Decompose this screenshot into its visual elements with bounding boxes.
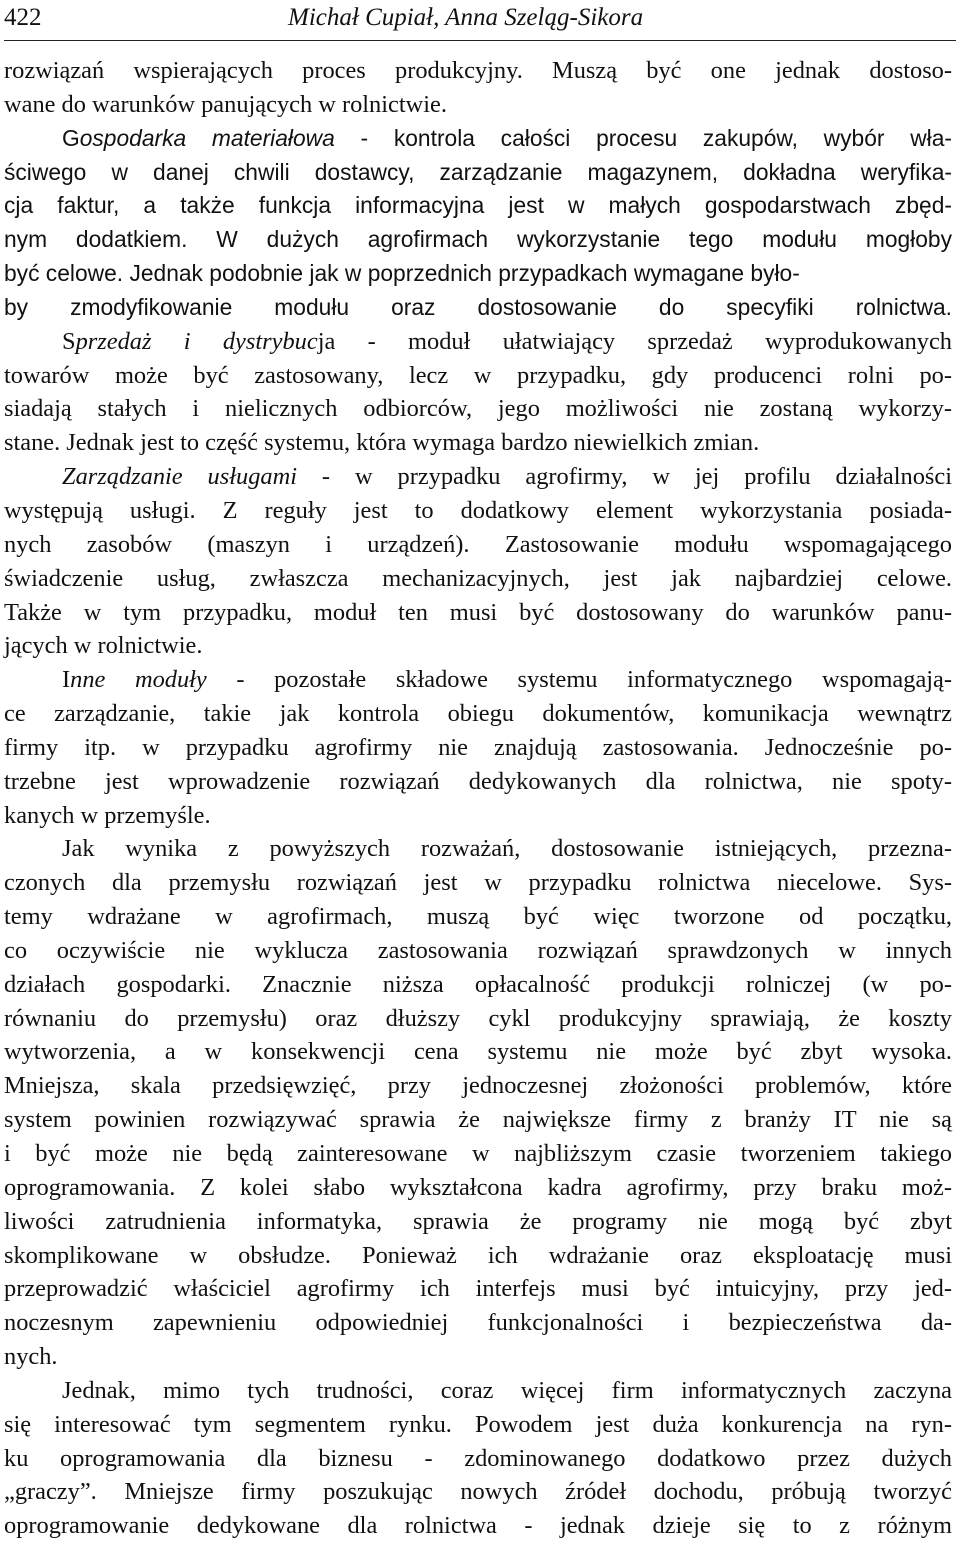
text-line: [4, 1171, 952, 1205]
running-header: [4, 0, 956, 41]
text-segment: cja faktur, a także funkcja informacyjna jest w małych gospodarstwach zbęd-: [4, 192, 952, 219]
text-line: [4, 156, 952, 190]
text-line: [4, 1306, 952, 1340]
text-line: [4, 1069, 952, 1103]
text-line: [4, 799, 952, 833]
text-segment: przeprowadzić właściciel agrofirmy ich interfejs musi być intuicyjny, przy jed-: [4, 1275, 952, 1303]
text-line: [4, 257, 952, 291]
text-segment: system powinien rozwiązywać sprawia że największe firmy z branży IT nie są: [4, 1106, 952, 1134]
text-line: [4, 1002, 952, 1036]
text-line: [4, 223, 952, 257]
text-line: [4, 1340, 952, 1374]
text-line: [4, 325, 952, 359]
text-line: [4, 291, 952, 325]
text-line: [4, 1137, 952, 1171]
text-segment: ku oprogramowania dla biznesu - zdominowanego dodatkowo przez dużych: [4, 1444, 952, 1472]
text-segment: wytworzenia, a w konsekwencji cena systemu nie może być zbyt wysoka.: [4, 1038, 952, 1066]
text-line: [4, 866, 952, 900]
text-segment: skomplikowane w obsłudze. Ponieważ ich wdrażanie oraz eksploatację musi: [4, 1241, 952, 1269]
text-segment: - kontrola całości procesu zakupów, wybór wła-: [334, 124, 952, 151]
text-segment: towarów może być zastosowany, lecz w przypadku, gdy producenci rolni po-: [4, 361, 952, 389]
text-segment: nych zasobów (maszyn i urządzeń). Zastosowanie modułu wspomagającego: [4, 530, 952, 558]
text-line: [4, 528, 952, 562]
text-segment: by zmodyfikowanie modułu oraz dostosowanie do specyfiki rolnictwa.: [4, 293, 952, 320]
text-line: [4, 629, 952, 663]
text-segment: czonych dla przemysłu rozwiązań jest w przypadku rolnictwa niecelowe. Sys-: [4, 869, 952, 897]
text-segment: co oczywiście nie wyklucza zastosowania rozwiązań sprawdzonych w innych: [4, 936, 952, 964]
text-line: [4, 1103, 952, 1137]
authors-dash: -: [569, 4, 578, 31]
text-segment: firmy itp. w przypadku agrofirmy nie znajdują zastosowania. Jednocześnie po-: [4, 733, 952, 761]
text-line: [4, 731, 952, 765]
text-segment: nych.: [4, 1343, 58, 1371]
text-line: [4, 765, 952, 799]
text-segment: Jednak, mimo tych trudności, coraz więcej firm informatycznych zaczyna: [62, 1376, 952, 1404]
page-number: 422: [4, 4, 42, 31]
text-segment: oprogramowania. Z kolei słabo wykształcona kadra agrofirmy, przy braku moż-: [4, 1173, 952, 1201]
text-line: [4, 1475, 952, 1509]
text-segment: być celowe. Jednak podobnie jak w poprzednich przypadkach wymagane było-: [4, 260, 800, 287]
text-line: [4, 460, 952, 494]
text-line: [4, 359, 952, 393]
italic-term: przedaż i dystrybuc: [75, 327, 318, 355]
text-line: [4, 1205, 952, 1239]
text-segment: działach gospodarki. Znacznie niższa opłacalność produkcji rolniczej (w po-: [4, 970, 952, 998]
text-line: [4, 697, 952, 731]
text-segment: jących w rolnictwie.: [4, 632, 203, 660]
text-segment: - pozostałe składowe systemu informatycznego wspomagają-: [206, 666, 953, 694]
text-line: [4, 663, 952, 697]
text-segment: nym dodatkiem. W dużych agrofirmach wykorzystanie tego modułu mogłoby: [4, 226, 952, 253]
text-line: [4, 426, 952, 460]
text-segment: „graczy”. Mniejsze firmy poszukując nowych źródeł dochodu, próbują tworzyć: [4, 1478, 952, 1506]
text-line: [4, 54, 952, 88]
text-segment: trzebne jest wprowadzenie rozwiązań dedykowanych dla rolnictwa, nie spoty-: [4, 767, 952, 795]
text-segment: - w przypadku agrofirmy, w jej profilu działalności: [297, 463, 952, 491]
text-segment: równaniu do przemysłu) oraz dłuższy cykl produkcyjny sprawiają, że koszty: [4, 1004, 952, 1032]
text-line: [4, 1408, 952, 1442]
text-line: [4, 1272, 952, 1306]
text-segment: siadają stałych i nielicznych odbiorców, jego możliwości nie zostaną wykorzy-: [4, 395, 952, 423]
text-line: [4, 832, 952, 866]
text-line: [4, 562, 952, 596]
text-segment: występują usługi. Z reguły jest to dodatkowy element wykorzystania posiada-: [4, 496, 952, 524]
italic-term: Zarządzanie usługami: [62, 463, 297, 491]
text-segment: stane. Jednak jest to część systemu, która wymaga bardzo niewielkich zmian.: [4, 429, 760, 457]
text-line: [4, 1239, 952, 1273]
running-head-authors: [288, 2, 643, 34]
text-line: [4, 900, 952, 934]
italic-term: nne moduły: [70, 666, 207, 694]
authors-part-2: Sikora: [577, 4, 644, 31]
text-segment: wane do warunków panujących w rolnictwie.: [4, 90, 447, 118]
text-segment: oprogramowanie dedykowane dla rolnictwa - jednak dzieje się to z różnym: [4, 1512, 952, 1540]
text-line: [4, 189, 952, 223]
text-segment: liwości zatrudnienia informatyka, sprawia że programy nie mogą być zbyt: [4, 1207, 952, 1235]
text-segment: świadczenie usług, zwłaszcza mechanizacyjnych, jest jak najbardziej celowe.: [4, 564, 952, 592]
authors-part-1: Michał Cupiał, Anna Szeląg: [288, 4, 570, 31]
text-segment: ja - moduł ułatwiający sprzedaż wyprodukowanych: [317, 327, 952, 355]
text-line: [4, 596, 952, 630]
text-segment: I: [62, 666, 71, 694]
text-line: [4, 392, 952, 426]
text-segment: temy wdrażane w agrofirmach, muszą być więc tworzone od początku,: [4, 903, 952, 931]
text-line: [4, 1374, 952, 1408]
text-segment: ściwego w danej chwili dostawcy, zarządzanie magazynem, dokładna weryfika-: [4, 158, 952, 185]
text-line: [4, 494, 952, 528]
text-segment: S: [62, 327, 76, 355]
text-segment: kanych w przemyśle.: [4, 801, 211, 829]
text-segment: ce zarządzanie, takie jak kontrola obiegu dokumentów, komunikacja wewnątrz: [4, 700, 952, 728]
text-line: [4, 122, 952, 156]
text-segment: Mniejsza, skala przedsięwzięć, przy jednoczesnej złożoności problemów, które: [4, 1072, 952, 1100]
italic-term: ospodarka materiałowa: [79, 124, 335, 151]
text-segment: G: [62, 124, 80, 151]
text-segment: się interesować tym segmentem rynku. Powodem jest duża konkurencja na ryn-: [4, 1410, 952, 1438]
text-line: [4, 934, 952, 968]
text-segment: Także w tym przypadku, moduł ten musi być dostosowany do warunków panu-: [4, 598, 952, 626]
text-line: [4, 1035, 952, 1069]
text-line: [4, 968, 952, 1002]
text-line: [4, 88, 952, 122]
text-line: [4, 1442, 952, 1476]
text-line: [4, 1509, 952, 1543]
text-segment: noczesnym zapewnieniu odpowiedniej funkcjonalności i bezpieczeństwa da-: [4, 1309, 952, 1337]
text-segment: rozwiązań wspierających proces produkcyjny. Muszą być one jednak dostoso-: [4, 57, 952, 84]
text-segment: i być może nie będą zainteresowane w najbliższym czasie tworzeniem takiego: [4, 1140, 952, 1167]
text-segment: Jak wynika z powyższych rozważań, dostosowanie istniejących, przezna-: [62, 835, 952, 863]
body-text: [4, 54, 952, 1543]
